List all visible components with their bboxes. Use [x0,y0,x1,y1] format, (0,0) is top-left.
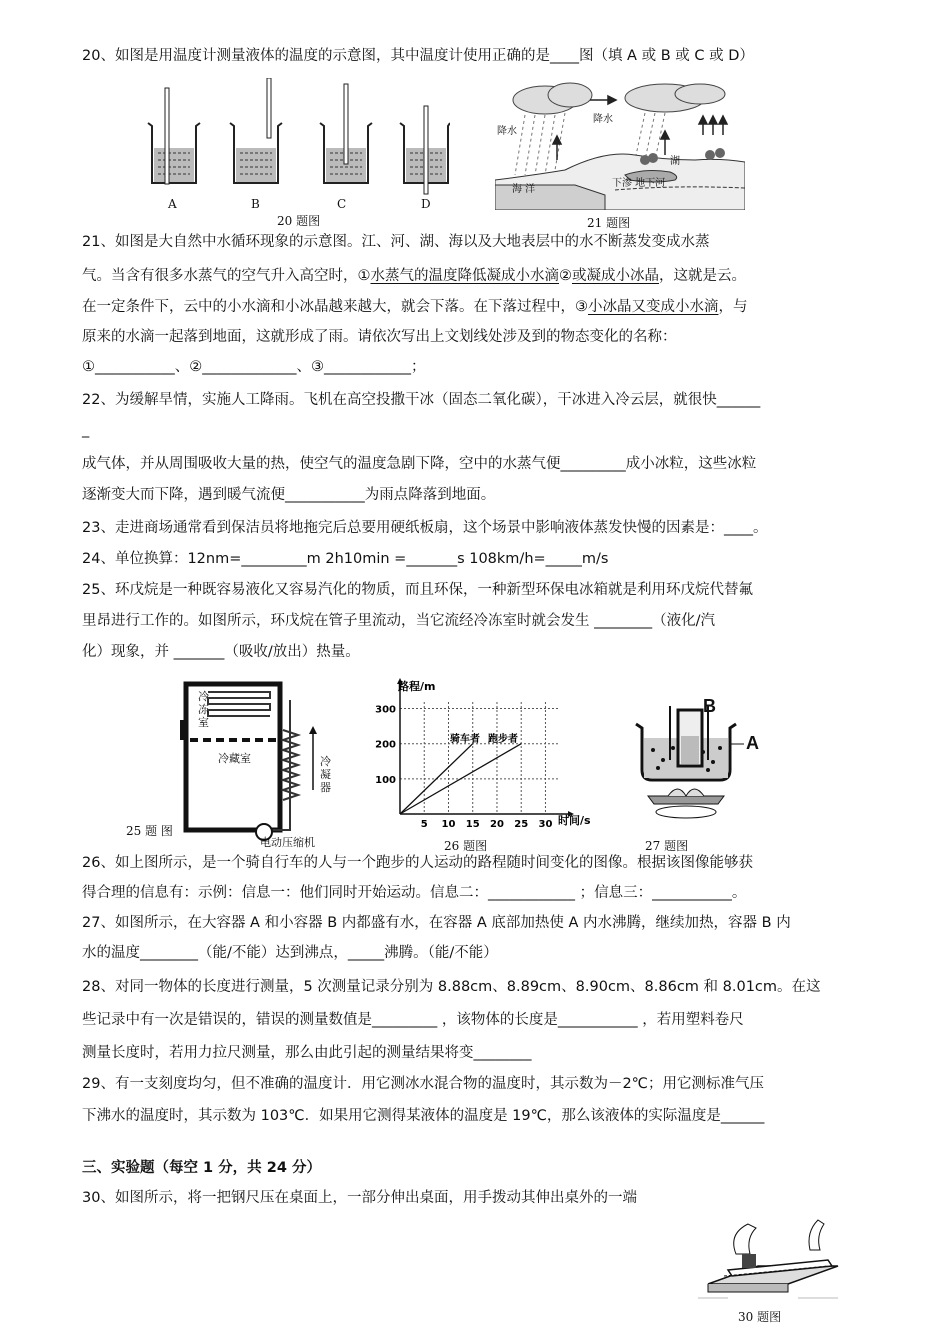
section3-title: 三、实验题（每空 1 分，共 24 分） [82,1160,321,1176]
boiling-figure [628,700,778,830]
beaker-b [230,78,282,183]
q22-line3: 逐渐变大而下降，遇到暖气流便___________为雨点降落到地面。 [82,487,496,503]
label-lake: 湖 [670,156,680,167]
beaker-d [400,106,450,194]
q21-line2c: ，这就是云。 [659,268,746,284]
chart-series-label-runner: 跑步者 [488,734,518,745]
q20-text: 20、如图是用温度计测量液体的温度的示意图，其中温度计使用正确的是____图（填 A 或 B 或 C 或 D） [82,48,754,64]
q21-line3a: 在一定条件下，云中的小水滴和小冰晶越来越大，就会下落。在下落过程中，③ [82,299,588,315]
q21-underline3: 小冰晶又变成小水滴 [588,299,719,315]
q30-caption: 30 题图 [738,1310,782,1324]
q25-line3: 化）现象，并 _______（吸收/放出）热量。 [82,644,360,660]
q27-line2: 水的温度________（能/不能）达到沸点，_____沸腾。（能/不能） [82,945,498,961]
chart-y-tick-label: 200 [375,739,396,751]
q20-label-c: C [337,197,347,211]
q25-line2: 里昂进行工作的。如图所示，环戊烷在管子里流动，当它流经冷冻室时就会发生 ________（液化/汽 [82,613,715,629]
q27-caption: 27 题图 [645,839,689,853]
chart-ylabel: 路程/m [398,680,436,693]
label-rain-left: 降水 [497,126,517,137]
q28-line1: 28、对同一物体的长度进行测量，5 次测量记录分别为 8.88cm、8.89cm、8.90cm、8.86cm 和 8.01cm。在这 [82,979,821,995]
q28-line2: 些记录中有一次是错误的，错误的测量数值是_________ ，该物体的长度是___________ ，若用塑料卷尺 [82,1012,744,1028]
q22-line1: 22、为缓解旱情，实施人工降雨。飞机在高空投撒干冰（固态二氧化碳），干冰进入冷云层，就很快______ [82,392,761,408]
label-freezer: 冷冻室 [198,690,209,729]
q26-line1: 26、如上图所示，是一个骑自行车的人与一个跑步的人运动的路程随时间变化的图像。根据该图像能够获 [82,855,753,871]
q25-line1: 25、环戊烷是一种既容易液化又容易汽化的物质，而且环保，一种新型环保电冰箱就是利用环戊烷代替氟 [82,582,753,598]
q23-text: 23、走进商场通常看到保洁员将地拖完后总要用硬纸板扇，这个场景中影响液体蒸发快慢的因素是：____。 [82,520,768,536]
q20-caption: 20 题图 [277,214,321,228]
chart-ticks [375,705,552,830]
chart-x-tick-label: 10 [441,819,456,830]
q30-text: 30、如图所示，将一把钢尺压在桌面上，一部分伸出桌面，用手拨动其伸出桌外的一端 [82,1190,637,1206]
q25-caption: 25 题 图 [126,824,173,838]
q21-line4: 原来的水滴一起落到地面，这就形成了雨。请依次写出上文划线处涉及到的物态变化的名称： [82,329,677,345]
q21-underline2: 或凝成小冰晶 [572,268,659,284]
q27-label-b: B [703,696,716,716]
q20-thermometer-figure [140,78,450,218]
beaker-c [320,84,372,183]
label-fridge: 冷藏室 [218,752,251,765]
q27-label-a: A [746,733,759,753]
q24-text: 24、单位换算：12nm=_________m 2h10min =_______s 108km/h=_____m/s [82,551,609,567]
q26-caption: 26 题图 [444,839,488,853]
chart-x-tick-label: 15 [465,819,480,830]
chart-series-label-cyclist: 骑车者 [450,734,480,745]
chart-y-tick-label: 100 [375,774,396,786]
q20-label-b: B [251,197,260,211]
q21-line3b: ，与 [718,299,748,315]
q28-line3: 测量长度时，若用力拉尺测量，那么由此引起的测量结果将变________ [82,1045,532,1061]
beaker-a [148,88,200,184]
chart-x-tick-label: 30 [538,819,553,830]
q27-line1: 27、如图所示，在大容器 A 和小容器 B 内都盛有水，在容器 A 底部加热使 A 内水沸腾，继续加热，容器 B 内 [82,915,791,931]
chart-x-tick-label: 25 [514,819,529,830]
q20-label-d: D [421,197,431,211]
chart-series [400,744,521,814]
distance-time-chart [370,676,610,841]
label-sea: 海 洋 [512,184,536,195]
chart-x-tick-label: 20 [490,819,504,830]
chart-y-tick-label: 300 [375,704,396,716]
label-ground: 下渗 地下河 [612,178,666,189]
q26-line2: 得合理的信息有：示例：信息一：他们同时开始运动。信息二：____________ ；信息三：___________。 [82,885,747,901]
label-compressor: 电动压缩机 [260,836,315,849]
q21-line5: ①___________、②_____________、③____________； [82,359,426,375]
label-rain-right: 降水 [593,114,613,125]
ruler-figure [698,1214,848,1306]
chart-series-line [400,744,521,814]
q20-label-a: A [168,197,177,211]
q22-line2: 成气体，并从周围吸收大量的热，使空气的温度急剧下降，空中的水蒸气便_________成小冰粒，这些冰粒 [82,456,757,472]
q21-line3 [82,297,748,317]
q21-line2b: ② [559,268,572,284]
chart-xlabel: 时间/s [558,814,591,827]
chart-x-tick-label: 5 [420,819,428,830]
q22-line1b: _ [82,422,90,438]
label-condenser: 冷凝器 [320,755,331,794]
q21-line2a: 气。当含有很多水蒸气的空气升入高空时，① [82,268,371,284]
q21-caption: 21 题图 [587,216,631,230]
q21-underline1: 水蒸气的温度降低凝成小水滴 [370,268,559,284]
q21-line2 [82,266,746,286]
q21-line1: 21、如图是大自然中水循环现象的示意图。江、河、湖、海以及大地表层中的水不断蒸发变成水蒸 [82,234,710,250]
chart-grid [400,702,560,814]
q29-line1: 29、有一支刻度均匀，但不准确的温度计．用它测冰水混合物的温度时，其示数为－2℃；用它测标准气压 [82,1076,764,1092]
chart-axes [397,678,574,817]
q29-line2: 下沸水的温度时，其示数为 103℃．如果用它测得某液体的温度是 19℃，那么该液体的实际温度是______ [82,1108,765,1124]
